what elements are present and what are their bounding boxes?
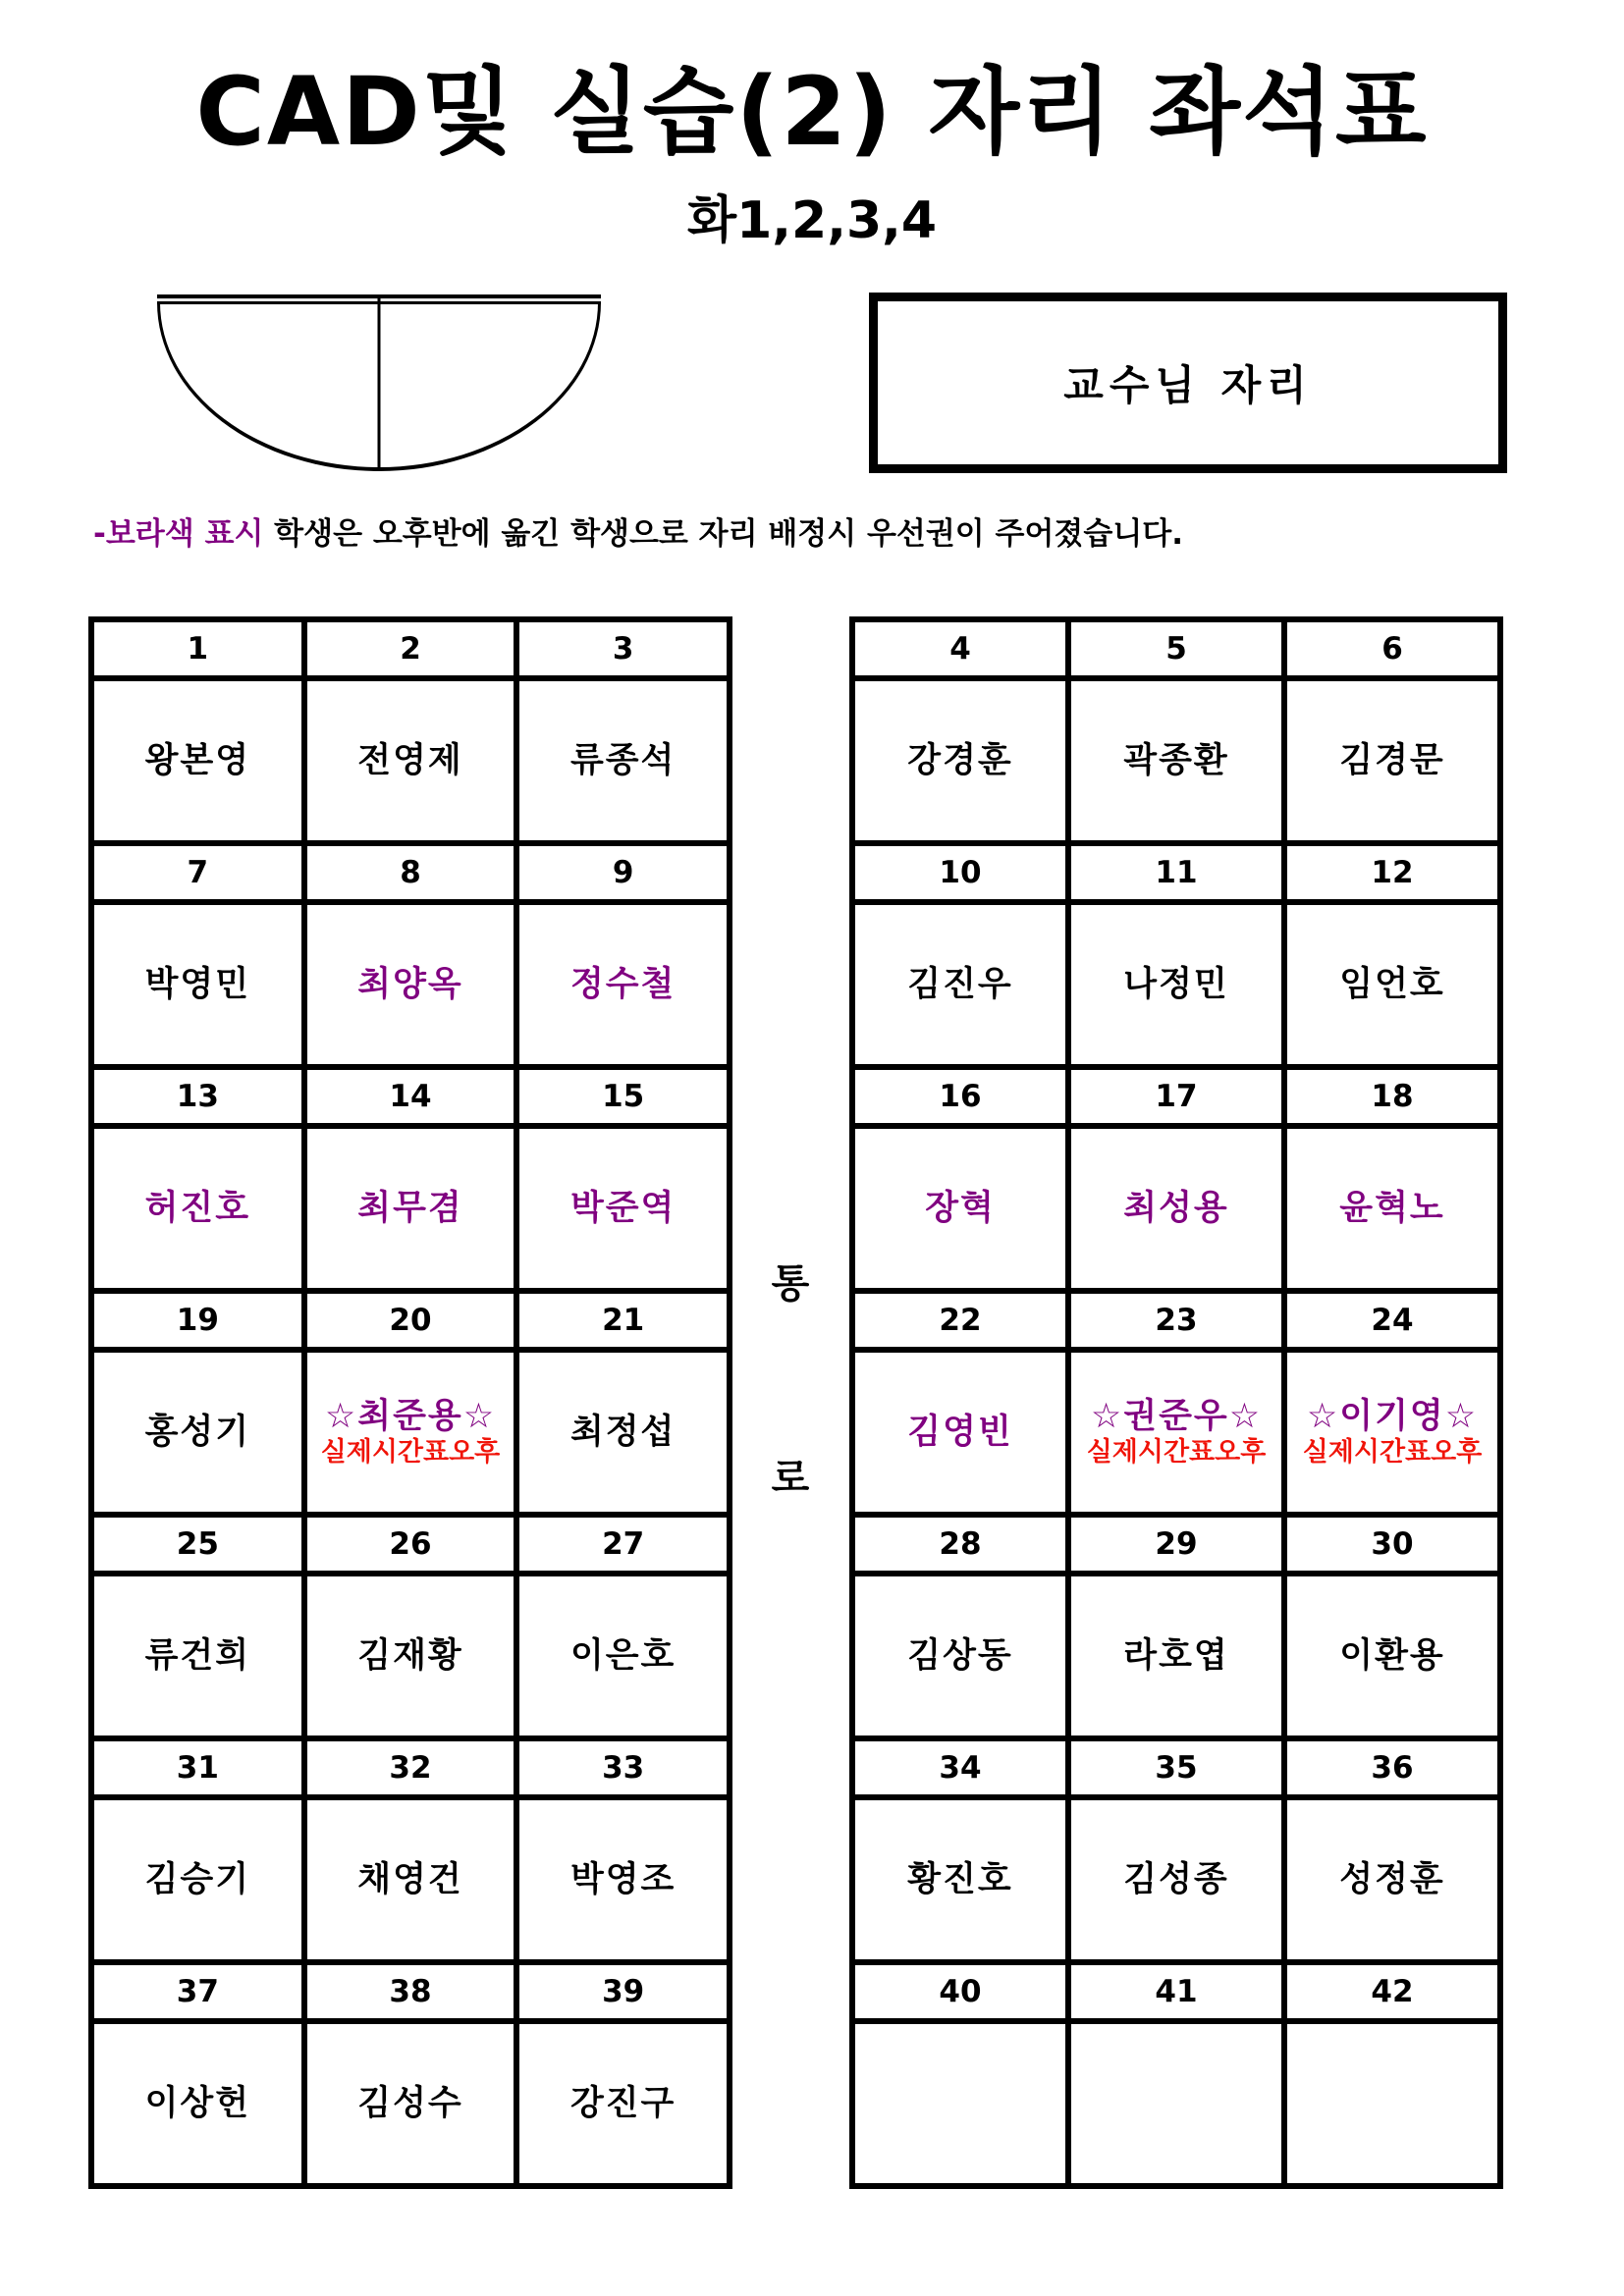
seat-name-row <box>852 1574 1500 1738</box>
seat-number: 16 <box>852 1067 1068 1126</box>
seat-number: 1 <box>91 619 304 678</box>
seat-name: ☆최준용☆ <box>324 1397 497 1437</box>
seat-number: 33 <box>516 1738 730 1797</box>
seat-cell <box>304 678 517 843</box>
seat-name: 황진호 <box>907 1859 1013 1899</box>
seat-name: 정수철 <box>569 964 677 1004</box>
seat-name: 박영민 <box>144 964 251 1004</box>
seat-cell <box>1068 1797 1284 1962</box>
seat-name-row <box>852 2021 1500 2186</box>
seat-cell <box>91 1574 304 1738</box>
seat-name: 이상헌 <box>144 2083 251 2123</box>
seat-cell <box>852 2021 1068 2186</box>
seat-cell <box>91 1126 304 1291</box>
seat-name: 채영건 <box>357 1859 463 1899</box>
seat-number: 36 <box>1284 1738 1500 1797</box>
seat-cell <box>516 678 730 843</box>
seat-name: 성정훈 <box>1339 1859 1445 1899</box>
seat-name-row <box>91 1797 730 1962</box>
seat-number: 15 <box>516 1067 730 1126</box>
seat-number: 32 <box>304 1738 517 1797</box>
seat-sub-label: 실제시간표오후 <box>320 1437 501 1468</box>
seat-cell <box>1284 1797 1500 1962</box>
seat-number: 40 <box>852 1962 1068 2021</box>
seat-table-left <box>88 616 732 2189</box>
aisle-label: 로 <box>771 1456 810 1501</box>
seat-number: 5 <box>1068 619 1284 678</box>
seat-number: 39 <box>516 1962 730 2021</box>
seat-cell <box>304 1350 517 1515</box>
seat-number-row <box>852 1067 1500 1126</box>
seat-name: 최성용 <box>1123 1188 1229 1228</box>
seat-name-row <box>91 1574 730 1738</box>
seat-name: 라호엽 <box>1123 1635 1229 1676</box>
seat-name: ☆이기영☆ <box>1306 1397 1479 1437</box>
seat-name: 김진우 <box>907 964 1013 1004</box>
seat-cell <box>304 2021 517 2186</box>
professor-seat-box <box>869 293 1507 473</box>
seat-cell <box>1068 2021 1284 2186</box>
seat-name-row <box>852 1126 1500 1291</box>
seat-number-row <box>852 843 1500 902</box>
seat-name: 김영빈 <box>907 1412 1013 1452</box>
seat-number: 11 <box>1068 843 1284 902</box>
seat-number-row <box>91 1515 730 1574</box>
seat-cell <box>304 902 517 1067</box>
seat-number-row <box>852 619 1500 678</box>
seat-name: 강경훈 <box>907 740 1013 780</box>
seat-number-row <box>91 1067 730 1126</box>
seat-number: 12 <box>1284 843 1500 902</box>
seat-name-row <box>852 902 1500 1067</box>
seat-number: 34 <box>852 1738 1068 1797</box>
seat-number: 25 <box>91 1515 304 1574</box>
seat-number: 22 <box>852 1291 1068 1350</box>
seat-number: 20 <box>304 1291 517 1350</box>
seat-cell <box>1068 1350 1284 1515</box>
seat-number-row <box>852 1291 1500 1350</box>
seat-number: 2 <box>304 619 517 678</box>
seat-number-row <box>91 619 730 678</box>
note-highlight: -보라색 표시 <box>93 516 264 552</box>
seat-sub-label: 실제시간표오후 <box>1302 1437 1483 1468</box>
seat-number: 23 <box>1068 1291 1284 1350</box>
seat-cell <box>516 902 730 1067</box>
seat-cell <box>852 1574 1068 1738</box>
professor-seat-label: 교수님 자리 <box>1063 361 1313 409</box>
seat-cell <box>1284 678 1500 843</box>
seat-cell <box>304 1126 517 1291</box>
seat-name: 김상동 <box>907 1635 1013 1676</box>
seat-number: 13 <box>91 1067 304 1126</box>
seat-number-row <box>852 1738 1500 1797</box>
seat-cell <box>516 1126 730 1291</box>
seat-name: 박영조 <box>569 1859 677 1899</box>
seat-name-row <box>91 678 730 843</box>
seat-cell <box>1068 1574 1284 1738</box>
seat-number: 3 <box>516 619 730 678</box>
seat-name: 강진구 <box>569 2083 677 2123</box>
seat-name: 이은호 <box>569 1635 677 1676</box>
seat-name-row <box>852 1797 1500 1962</box>
seat-cell <box>516 1797 730 1962</box>
seat-number: 35 <box>1068 1738 1284 1797</box>
seat-name-row <box>852 1350 1500 1515</box>
seat-name: 류종석 <box>569 740 677 780</box>
seat-number: 38 <box>304 1962 517 2021</box>
seat-cell <box>516 2021 730 2186</box>
seat-cell <box>852 678 1068 843</box>
seat-number: 37 <box>91 1962 304 2021</box>
seat-cell <box>91 2021 304 2186</box>
seat-name-row <box>91 1350 730 1515</box>
seat-number: 29 <box>1068 1515 1284 1574</box>
seat-cell <box>516 1574 730 1738</box>
seat-number-row <box>91 1738 730 1797</box>
seat-cell <box>1068 902 1284 1067</box>
note-line <box>93 508 1566 553</box>
seat-name: 김성종 <box>1123 1859 1229 1899</box>
seat-name: 윤혁노 <box>1339 1188 1445 1228</box>
seat-name-row <box>852 678 1500 843</box>
seat-number: 17 <box>1068 1067 1284 1126</box>
seat-name: ☆권준우☆ <box>1090 1397 1263 1437</box>
seat-name: 곽종환 <box>1123 740 1229 780</box>
seat-number: 26 <box>304 1515 517 1574</box>
page-subtitle: 화1,2,3,4 <box>686 191 938 250</box>
seat-name: 최무겸 <box>357 1188 463 1228</box>
seat-number: 7 <box>91 843 304 902</box>
seat-cell <box>852 1350 1068 1515</box>
seat-name: 최양옥 <box>357 964 463 1004</box>
seat-name: 박준역 <box>569 1188 677 1228</box>
seat-cell <box>852 902 1068 1067</box>
seat-number: 27 <box>516 1515 730 1574</box>
seat-name: 김재황 <box>357 1635 463 1676</box>
seat-number-row <box>852 1515 1500 1574</box>
seat-name: 허진호 <box>144 1188 251 1228</box>
seat-name-row <box>91 902 730 1067</box>
seat-name: 전영제 <box>357 740 463 780</box>
seat-number: 30 <box>1284 1515 1500 1574</box>
seat-cell <box>516 1350 730 1515</box>
seat-number: 14 <box>304 1067 517 1126</box>
seat-name: 홍성기 <box>144 1412 251 1452</box>
seat-number-row <box>91 1962 730 2021</box>
seat-name: 김승기 <box>144 1859 251 1899</box>
seat-cell <box>1284 1574 1500 1738</box>
seat-number: 41 <box>1068 1962 1284 2021</box>
seat-cell <box>91 1350 304 1515</box>
aisle-column <box>731 616 849 2189</box>
seat-number-row <box>852 1962 1500 2021</box>
seat-number: 6 <box>1284 619 1500 678</box>
seat-cell <box>91 902 304 1067</box>
seat-number: 10 <box>852 843 1068 902</box>
seat-number-row <box>91 843 730 902</box>
aisle-label: 통 <box>771 1261 810 1307</box>
seat-number: 4 <box>852 619 1068 678</box>
seat-name: 최정섭 <box>569 1412 677 1452</box>
seat-cell <box>1068 678 1284 843</box>
seat-number: 18 <box>1284 1067 1500 1126</box>
seat-name: 김경문 <box>1339 740 1445 780</box>
seat-cell <box>852 1126 1068 1291</box>
seat-cell <box>1284 2021 1500 2186</box>
seat-name: 왕본영 <box>144 740 251 780</box>
seat-name: 장혁 <box>925 1188 996 1228</box>
seat-cell <box>91 1797 304 1962</box>
seat-number: 19 <box>91 1291 304 1350</box>
seat-number: 24 <box>1284 1291 1500 1350</box>
seat-number: 31 <box>91 1738 304 1797</box>
seat-cell <box>852 1797 1068 1962</box>
seat-name-row <box>91 1126 730 1291</box>
page-title: CAD및 실습(2) 자리 좌석표 <box>195 57 1429 167</box>
seat-number: 21 <box>516 1291 730 1350</box>
seat-name: 이환용 <box>1339 1635 1445 1676</box>
seat-number-row <box>91 1291 730 1350</box>
podium-shape <box>157 294 601 473</box>
seat-cell <box>304 1797 517 1962</box>
seat-cell <box>91 678 304 843</box>
seat-cell <box>1068 1126 1284 1291</box>
seat-name: 임언호 <box>1339 964 1445 1004</box>
seat-name: 나정민 <box>1123 964 1229 1004</box>
note-text: 학생은 오후반에 옮긴 학생으로 자리 배정시 우선권이 주어졌습니다. <box>263 516 1183 552</box>
seat-name-row <box>91 2021 730 2186</box>
seat-number: 42 <box>1284 1962 1500 2021</box>
seat-name: 김성수 <box>357 2083 463 2123</box>
seat-cell <box>304 1574 517 1738</box>
seat-name: 류건희 <box>144 1635 251 1676</box>
seat-cell <box>1284 902 1500 1067</box>
seat-number: 9 <box>516 843 730 902</box>
seat-cell <box>1284 1126 1500 1291</box>
seat-cell <box>1284 1350 1500 1515</box>
seat-number: 28 <box>852 1515 1068 1574</box>
seat-table-right <box>849 616 1503 2189</box>
seat-number: 8 <box>304 843 517 902</box>
podium-center-line <box>378 298 381 469</box>
seat-sub-label: 실제시간표오후 <box>1086 1437 1267 1468</box>
